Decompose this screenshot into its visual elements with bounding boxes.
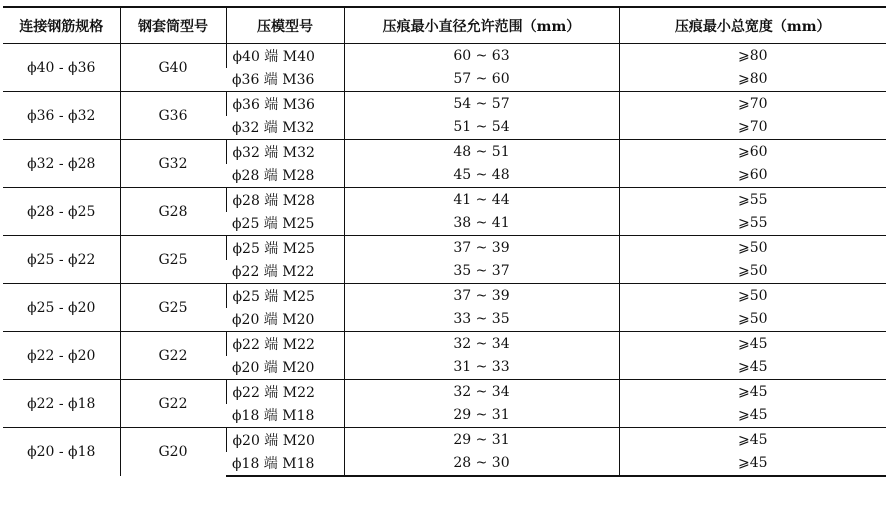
min-width-cell: ⩾80: [619, 44, 886, 68]
min-width-cell: ⩾45: [619, 428, 886, 452]
crimp-spec-table: [3, 6, 886, 477]
rebar-spec-cell: ϕ28 - ϕ25: [3, 188, 120, 236]
min-diameter-cell: 33 ~ 35: [344, 308, 619, 332]
min-diameter-cell: 38 ~ 41: [344, 212, 619, 236]
die-model-cell: ϕ20 端 M20: [232, 312, 315, 329]
die-model-cell: ϕ18 端 M18: [226, 452, 344, 477]
min-width-cell: ⩾55: [619, 212, 886, 236]
die-model-cell: ϕ40 端 M40: [226, 44, 344, 68]
die-model-cell: ϕ20 端 M20: [232, 360, 315, 377]
sleeve-model-cell: G32: [120, 140, 226, 188]
min-width-cell: ⩾55: [619, 188, 886, 212]
rebar-spec-cell: ϕ22 - ϕ18: [3, 380, 120, 428]
min-width-cell: ⩾80: [619, 68, 886, 92]
min-width-cell: ⩾50: [619, 236, 886, 260]
min-width-cell: ⩾50: [619, 260, 886, 284]
min-width-cell: ⩾50: [619, 308, 886, 332]
min-width-cell: ⩾45: [619, 404, 886, 428]
min-diameter-cell: 32 ~ 34: [344, 380, 619, 404]
die-model-cell: ϕ28 端 M28: [232, 168, 315, 185]
die-model-cell: ϕ36 端 M36: [226, 92, 344, 116]
table-row: [3, 92, 886, 116]
sleeve-model-cell: G22: [120, 332, 226, 380]
rebar-spec-cell: ϕ36 - ϕ32: [3, 92, 120, 140]
die-model-cell: ϕ32 端 M32: [226, 140, 344, 164]
header-min-total-width: 压痕最小总宽度（mm）: [619, 7, 886, 44]
table-row: [3, 428, 886, 452]
min-width-cell: ⩾45: [619, 356, 886, 380]
sleeve-model-cell: G25: [120, 284, 226, 332]
header-min-diameter-range: 压痕最小直径允许范围（mm）: [344, 7, 619, 44]
table-row: [3, 188, 886, 212]
rebar-spec-cell: ϕ20 - ϕ18: [3, 428, 120, 477]
table-header: [3, 7, 886, 44]
min-width-cell: ⩾45: [619, 452, 886, 477]
header-rebar-spec: 连接钢筋规格: [3, 7, 120, 44]
sleeve-model-cell: G25: [120, 236, 226, 284]
table-row: [3, 380, 886, 404]
min-width-cell: ⩾70: [619, 92, 886, 116]
min-diameter-cell: 31 ~ 33: [344, 356, 619, 380]
sleeve-model-cell: G36: [120, 92, 226, 140]
min-diameter-cell: 54 ~ 57: [344, 92, 619, 116]
die-model-cell: ϕ22 端 M22: [226, 332, 344, 356]
min-diameter-cell: 37 ~ 39: [344, 284, 619, 308]
die-model-cell: ϕ25 端 M25: [226, 284, 344, 308]
die-model-cell: ϕ28 端 M28: [226, 188, 344, 212]
rebar-spec-cell: ϕ25 - ϕ20: [3, 284, 120, 332]
min-width-cell: ⩾45: [619, 332, 886, 356]
min-diameter-cell: 37 ~ 39: [344, 236, 619, 260]
min-width-cell: ⩾60: [619, 164, 886, 188]
min-width-cell: ⩾50: [619, 284, 886, 308]
table-row: [3, 44, 886, 68]
die-model-cell: ϕ36 端 M36: [232, 72, 315, 89]
sleeve-model-cell: G20: [120, 428, 226, 477]
sleeve-model-cell: G28: [120, 188, 226, 236]
die-model-cell: ϕ25 端 M25: [226, 236, 344, 260]
sleeve-model-cell: G40: [120, 44, 226, 92]
min-diameter-cell: 48 ~ 51: [344, 140, 619, 164]
min-width-cell: ⩾70: [619, 116, 886, 140]
table-row: [3, 140, 886, 164]
rebar-spec-cell: ϕ25 - ϕ22: [3, 236, 120, 284]
rebar-spec-cell: ϕ22 - ϕ20: [3, 332, 120, 380]
die-model-cell: ϕ22 端 M22: [226, 380, 344, 404]
min-diameter-cell: 57 ~ 60: [344, 68, 619, 92]
min-diameter-cell: 60 ~ 63: [344, 44, 619, 68]
die-model-cell: ϕ20 端 M20: [226, 428, 344, 452]
min-diameter-cell: 41 ~ 44: [344, 188, 619, 212]
table-row: [3, 284, 886, 308]
min-width-cell: ⩾45: [619, 380, 886, 404]
sleeve-model-cell: G22: [120, 380, 226, 428]
die-model-cell: ϕ22 端 M22: [232, 264, 315, 281]
table-row: [3, 332, 886, 356]
min-diameter-cell: 29 ~ 31: [344, 428, 619, 452]
header-row: [3, 7, 886, 44]
rebar-spec-cell: ϕ40 - ϕ36: [27, 59, 96, 76]
die-model-cell: ϕ32 端 M32: [232, 120, 315, 137]
min-diameter-cell: 35 ~ 37: [344, 260, 619, 284]
die-model-cell: ϕ25 端 M25: [232, 216, 315, 233]
min-diameter-cell: 32 ~ 34: [344, 332, 619, 356]
min-diameter-cell: 51 ~ 54: [344, 116, 619, 140]
min-diameter-cell: 29 ~ 31: [344, 404, 619, 428]
table-row: [3, 236, 886, 260]
min-diameter-cell: 45 ~ 48: [344, 164, 619, 188]
min-diameter-cell: 28 ~ 30: [344, 452, 619, 477]
die-model-cell: ϕ18 端 M18: [232, 408, 315, 425]
header-sleeve-model: 钢套筒型号: [120, 7, 226, 44]
header-die-model: 压模型号: [226, 7, 344, 44]
table-body: [3, 44, 886, 477]
rebar-spec-cell: ϕ32 - ϕ28: [3, 140, 120, 188]
min-width-cell: ⩾60: [619, 140, 886, 164]
